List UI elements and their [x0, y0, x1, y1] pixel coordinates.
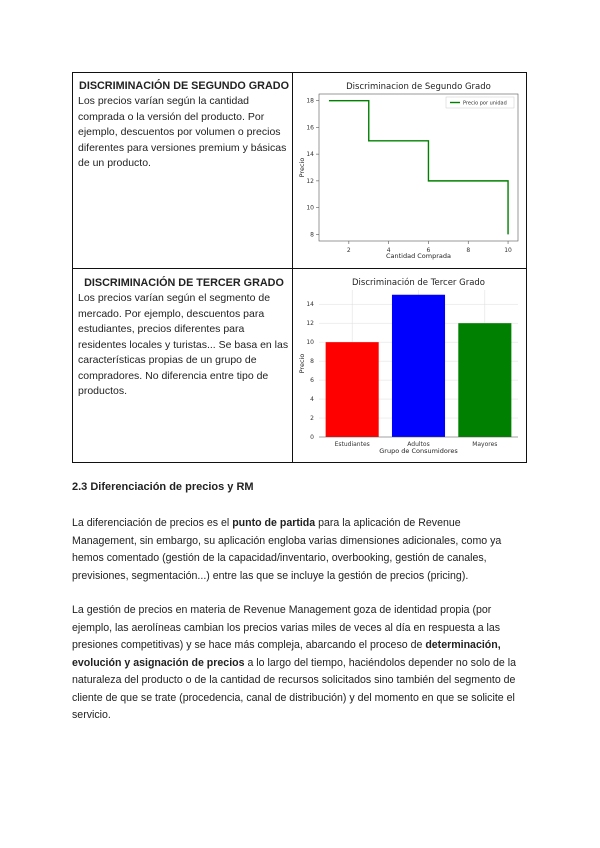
y-tick-label: 4 — [310, 396, 314, 404]
chart-title: Discriminación de Tercer Grado — [351, 278, 486, 288]
y-tick-label: 12 — [306, 177, 314, 185]
y-axis-label: Precio — [298, 353, 306, 374]
x-axis-label: Grupo de Consumidores — [379, 447, 458, 455]
section-heading: 2.3 Diferenciación de precios y RM — [72, 481, 254, 493]
x-tick-label: 6 — [426, 247, 431, 254]
paragraph-2-text-a: La gestión de precios en materia de Revenue Management goza de identidad propia (por ejemplo, las aerolíneas cambian los precios varias miles de veces al día en respuesta a las presiones competitivas) y se hace más compleja, abarcando el proceso de — [72, 604, 501, 651]
y-tick-label: 16 — [306, 124, 314, 132]
third-degree-heading: DISCRIMINACIÓN DE TERCER GRADO — [84, 277, 284, 289]
paragraph-1-text-b: para la aplicación de Revenue Management, sin embargo, su aplicación engloba varias dimensiones adicionales, como ya hemos comentado (gestión de la capacidad/inventario, overbooking, gestión de canales, previsiones, segmentación...) entre las que se incluye la gestión de precios (pricing). — [72, 517, 502, 582]
y-tick-label: 12 — [306, 320, 314, 328]
section-body — [72, 515, 527, 742]
paragraph-2-bold: determinación, evolución y asignación de precios — [72, 639, 501, 669]
paragraph-1-text-a: La diferenciación de precios es el — [72, 517, 233, 529]
x-tick-label: 8 — [466, 247, 471, 254]
legend-label: Precio por unidad — [463, 100, 507, 107]
y-axis-label: Precio — [298, 157, 306, 178]
bar-estudiantes — [326, 342, 379, 437]
third-degree-chart — [294, 270, 526, 462]
paragraph-2-text-b: a lo largo del tiempo, haciéndolos depender no solo de la naturaleza del producto o de la cantidad de recursos solicitados sino también del segmento de cliente de que se trate (procedencia, canal de distribución) y del momento en que se solicite el servicio. — [72, 656, 517, 721]
x-tick-label: Estudiantes — [334, 441, 370, 448]
y-tick-label: 8 — [310, 231, 314, 239]
y-tick-label: 14 — [306, 301, 314, 309]
y-tick-label: 2 — [310, 415, 314, 423]
y-tick-label: 6 — [310, 377, 314, 385]
x-tick-label: Mayores — [472, 441, 498, 448]
x-tick-label: 4 — [386, 247, 391, 254]
paragraph-1-bold: punto de partida — [232, 517, 316, 529]
bar-adultos — [392, 295, 445, 437]
second-degree-text: Los precios varían según la cantidad comprada o la versión del producto. Por ejemplo, descuentos por volumen o precios diferentes para versiones premium y básicas de un producto. — [78, 95, 287, 169]
x-axis-label: Cantidad Comprada — [385, 252, 452, 260]
second-degree-cell — [78, 79, 290, 172]
y-tick-label: 0 — [310, 434, 314, 441]
third-degree-text: Los precios varían según el segmento de mercado. Por ejemplo, descuentos para estudiantes, precios diferentes para residentes locales y turistas... Se basa en las características propias de un grupo de compradores. No diferencia entre tipo de productos. — [78, 292, 289, 397]
chart-title: Discriminacion de Segundo Grado — [346, 82, 491, 92]
series-line — [329, 101, 508, 235]
third-degree-cell — [78, 276, 290, 400]
x-tick-label: 2 — [346, 247, 351, 254]
plot-frame — [319, 94, 518, 241]
y-tick-label: 8 — [310, 358, 314, 366]
y-tick-label: 10 — [306, 204, 314, 212]
bar-mayores — [458, 323, 511, 437]
paragraph-2 — [72, 602, 527, 725]
second-degree-chart — [294, 74, 526, 266]
x-tick-label: 10 — [504, 247, 512, 254]
y-tick-label: 10 — [306, 339, 314, 347]
paragraph-1 — [72, 515, 527, 585]
table-divider-horizontal — [73, 268, 526, 269]
y-tick-label: 18 — [306, 97, 314, 105]
x-tick-label: Adultos — [407, 441, 430, 448]
y-tick-label: 14 — [306, 151, 314, 159]
second-degree-heading: DISCRIMINACIÓN DE SEGUNDO GRADO — [79, 80, 289, 92]
